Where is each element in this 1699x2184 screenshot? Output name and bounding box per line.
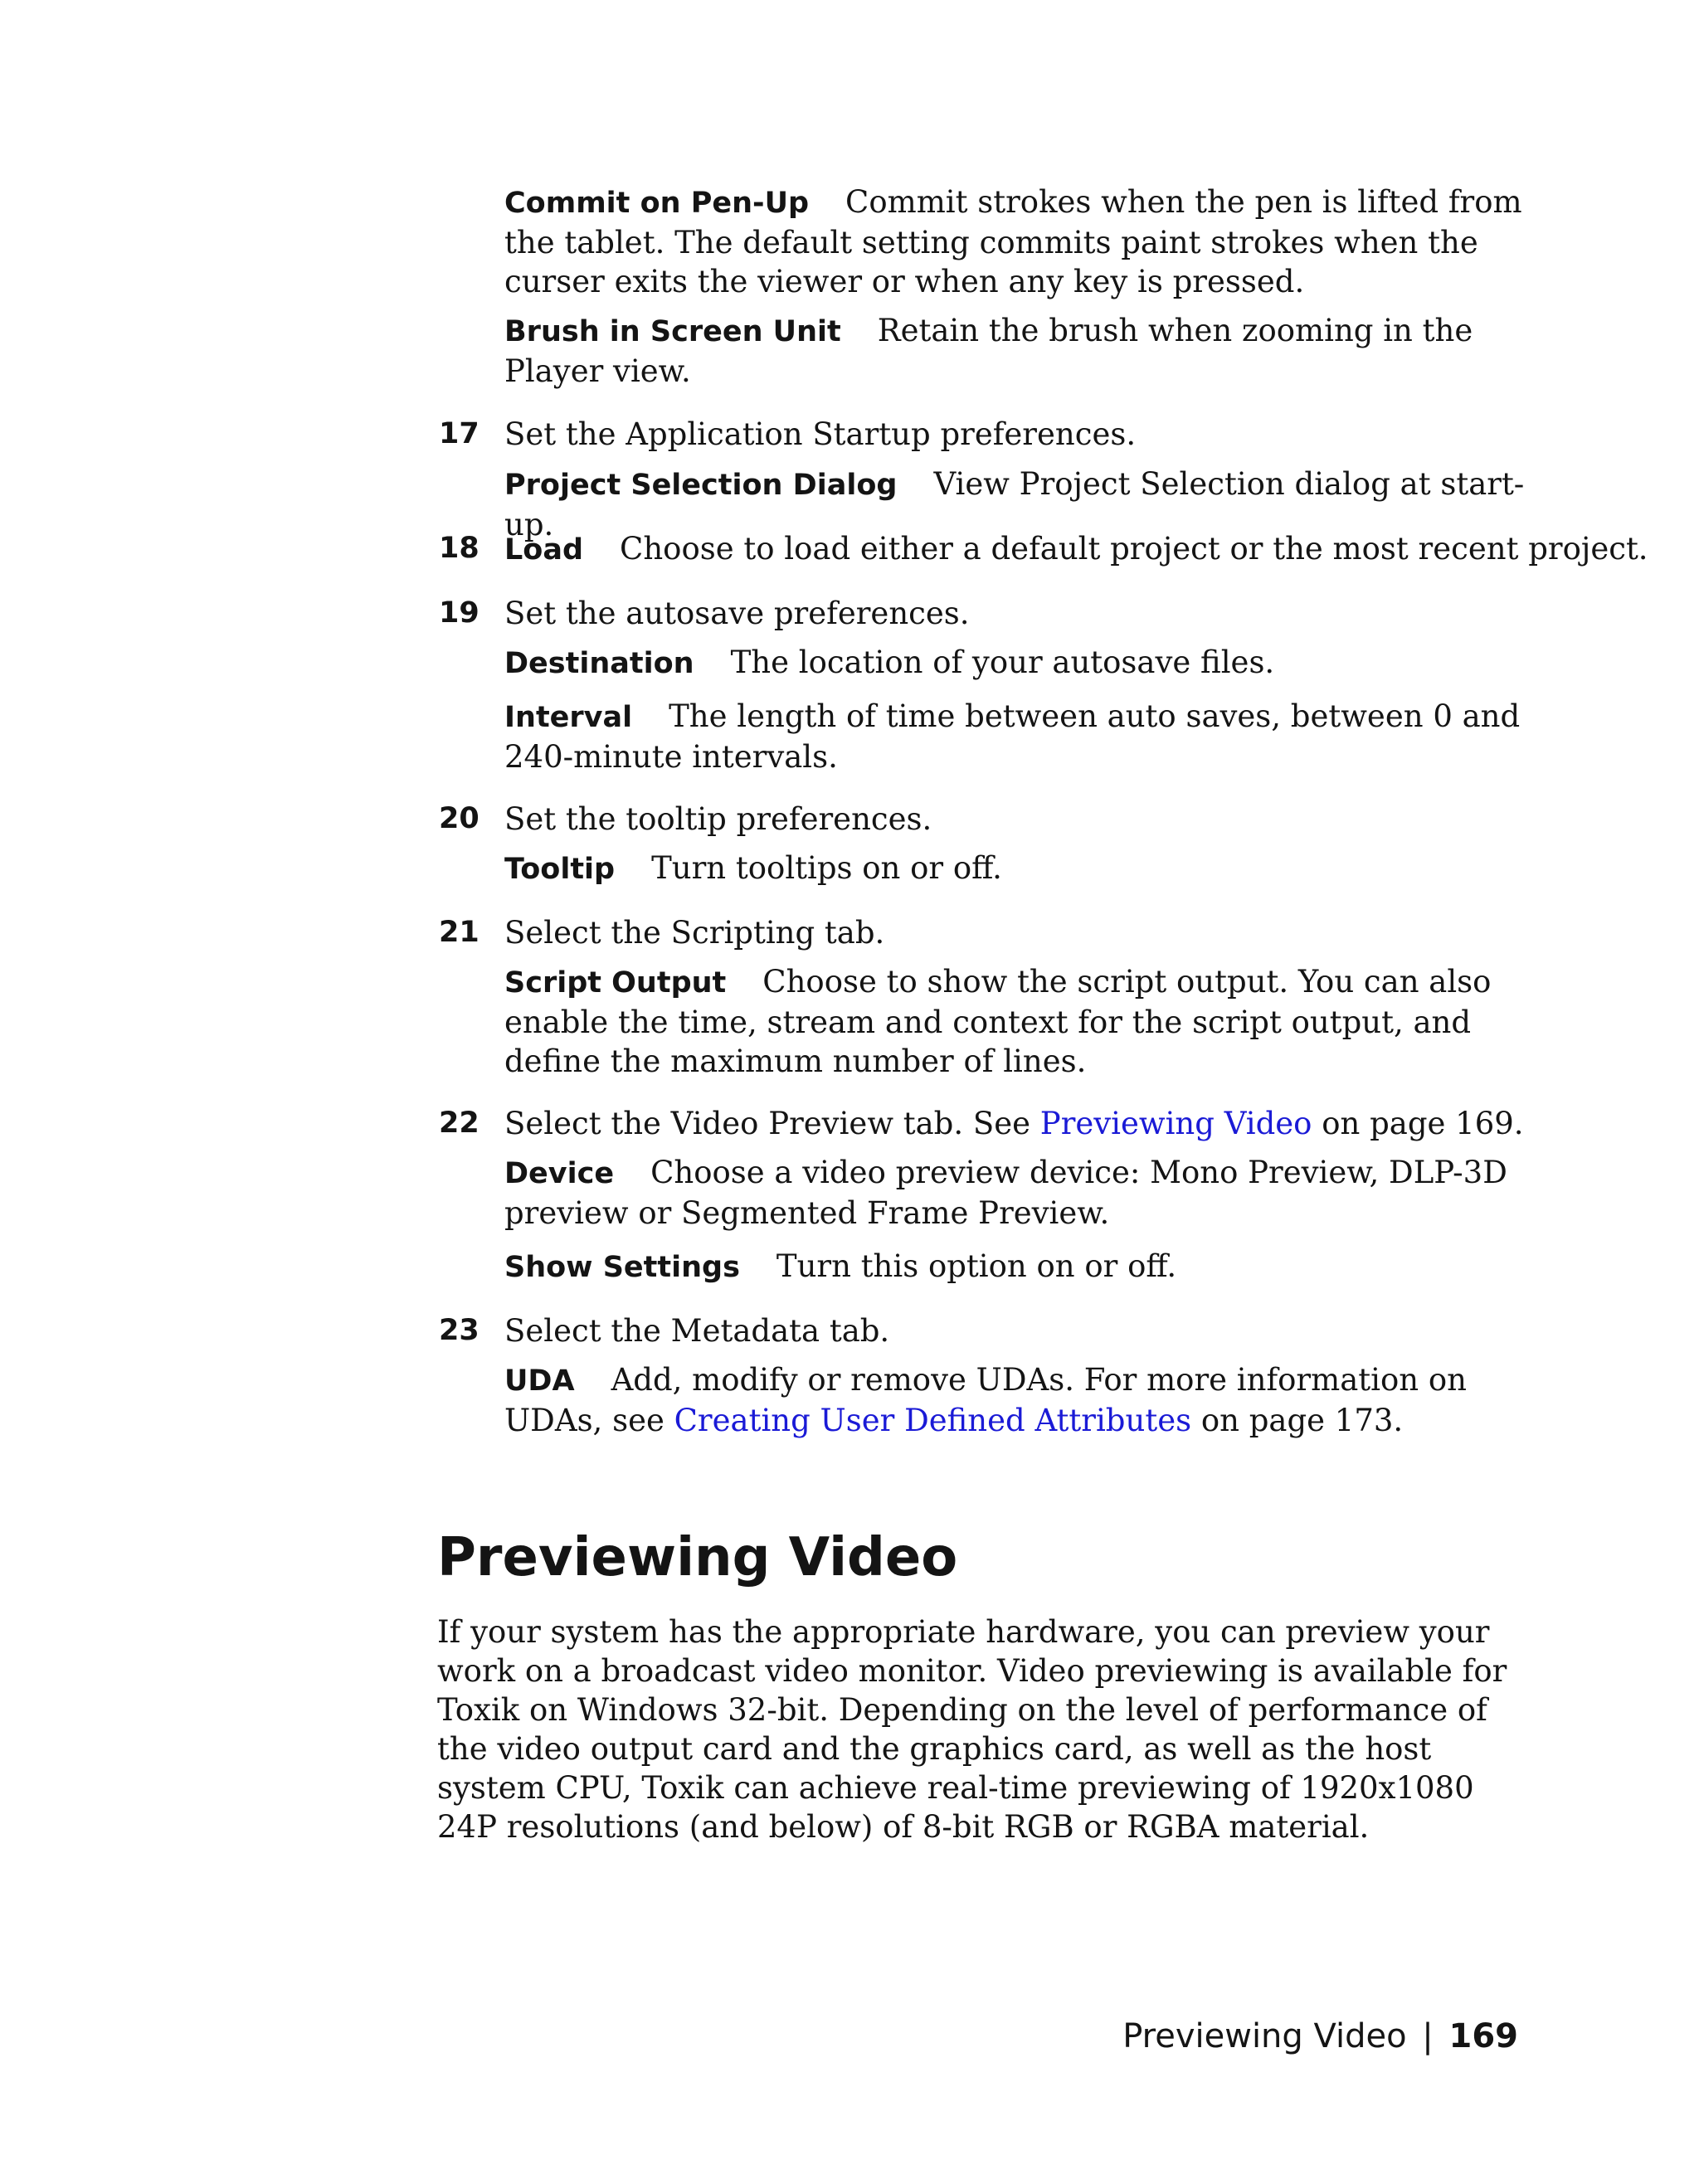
step-term: Load [504,533,584,567]
step-text: Set the Application Startup preferences. [504,416,1137,452]
step-number: 20 [439,802,480,835]
page-footer [1122,2016,1518,2057]
definition-destination [504,643,1525,683]
definition-term: Brush in Screen Unit [504,315,841,348]
definition-brush-in-screen-unit [504,311,1525,391]
step-description: Choose to load either a default project or the most recent project. [620,531,1648,567]
step-number: 21 [439,916,480,949]
step-number: 22 [439,1107,480,1140]
definition-text: Turn this option on or off. [776,1248,1177,1284]
definition-device [504,1153,1525,1233]
step-text: Set the autosave preferences. [504,596,970,631]
definition-text: Choose to show the script output. You can also enable the time, stream and context for the script output, and define the maximum number of lines. [504,964,1492,1079]
previewing-video-link[interactable]: Previewing Video [1039,1106,1312,1141]
definition-interval [504,697,1525,776]
definition-commit-on-pen-up [504,182,1525,301]
definition-uda [504,1360,1525,1440]
step-number: 23 [439,1314,480,1347]
definition-script-output [504,962,1525,1081]
footer-separator: | [1422,2017,1434,2055]
step-number: 19 [439,596,480,630]
definition-term: Device [504,1157,615,1190]
definition-text: Commit strokes when the pen is lifted from the tablet. The default setting commits paint strokes when the curser exits the viewer or when any key is pressed. [504,184,1522,299]
step-text: Select the Scripting tab. [504,915,885,951]
step-text: Select the Metadata tab. [504,1313,890,1349]
step-number: 18 [439,532,480,565]
definition-term: Show Settings [504,1251,740,1284]
footer-title: Previewing Video [1122,2017,1407,2055]
definition-show-settings [504,1247,1525,1287]
step-text [504,1104,1525,1143]
definition-term: Project Selection Dialog [504,469,898,502]
definition-text-before: Add, modify or remove UDAs. For more information on UDAs, see [504,1362,1467,1438]
step-text: Set the tooltip preferences. [504,801,932,837]
section-heading: Previewing Video [437,1527,958,1588]
page-number: 169 [1448,2017,1518,2055]
definition-term: Destination [504,647,694,680]
definition-text: The location of your autosave files. [730,644,1275,680]
step-text-after: on page 169. [1312,1106,1524,1141]
definition-text-after: on page 173. [1191,1403,1404,1438]
section-body-paragraph: If your system has the appropriate hardware, you can preview your work on a broadcast video monitor. Video previewing is available for Toxik on Windows 32-bit. Depending on the level of performance of the video output card and the graphics card, as well as the host system CPU, Toxik can achieve real-time previewing of 1920x1080 24P resolutions (and below) of 8-bit RGB or RGBA material. [437,1614,1507,1845]
definition-text: Turn tooltips on or off. [651,850,1002,886]
definition-term: Script Output [504,966,727,1000]
definition-tooltip [504,849,1525,889]
definition-term: UDA [504,1364,575,1398]
definition-term: Commit on Pen-Up [504,187,810,220]
definition-term: Interval [504,701,633,734]
step-text-before: Select the Video Preview tab. See [504,1106,1040,1141]
definition-text: The length of time between auto saves, between 0 and 240-minute intervals. [504,698,1521,775]
definition-term: Tooltip [504,853,616,886]
definition-text: View Project Selection dialog at start-up. [504,466,1525,542]
step-text [504,529,1648,570]
creating-user-defined-attributes-link[interactable]: Creating User Defined Attributes [674,1403,1192,1438]
step-number: 17 [439,417,480,450]
definition-text: Choose a video preview device: Mono Preview, DLP-3D preview or Segmented Frame Preview. [504,1155,1507,1231]
definition-text: Retain the brush when zooming in the Player view. [504,313,1473,389]
